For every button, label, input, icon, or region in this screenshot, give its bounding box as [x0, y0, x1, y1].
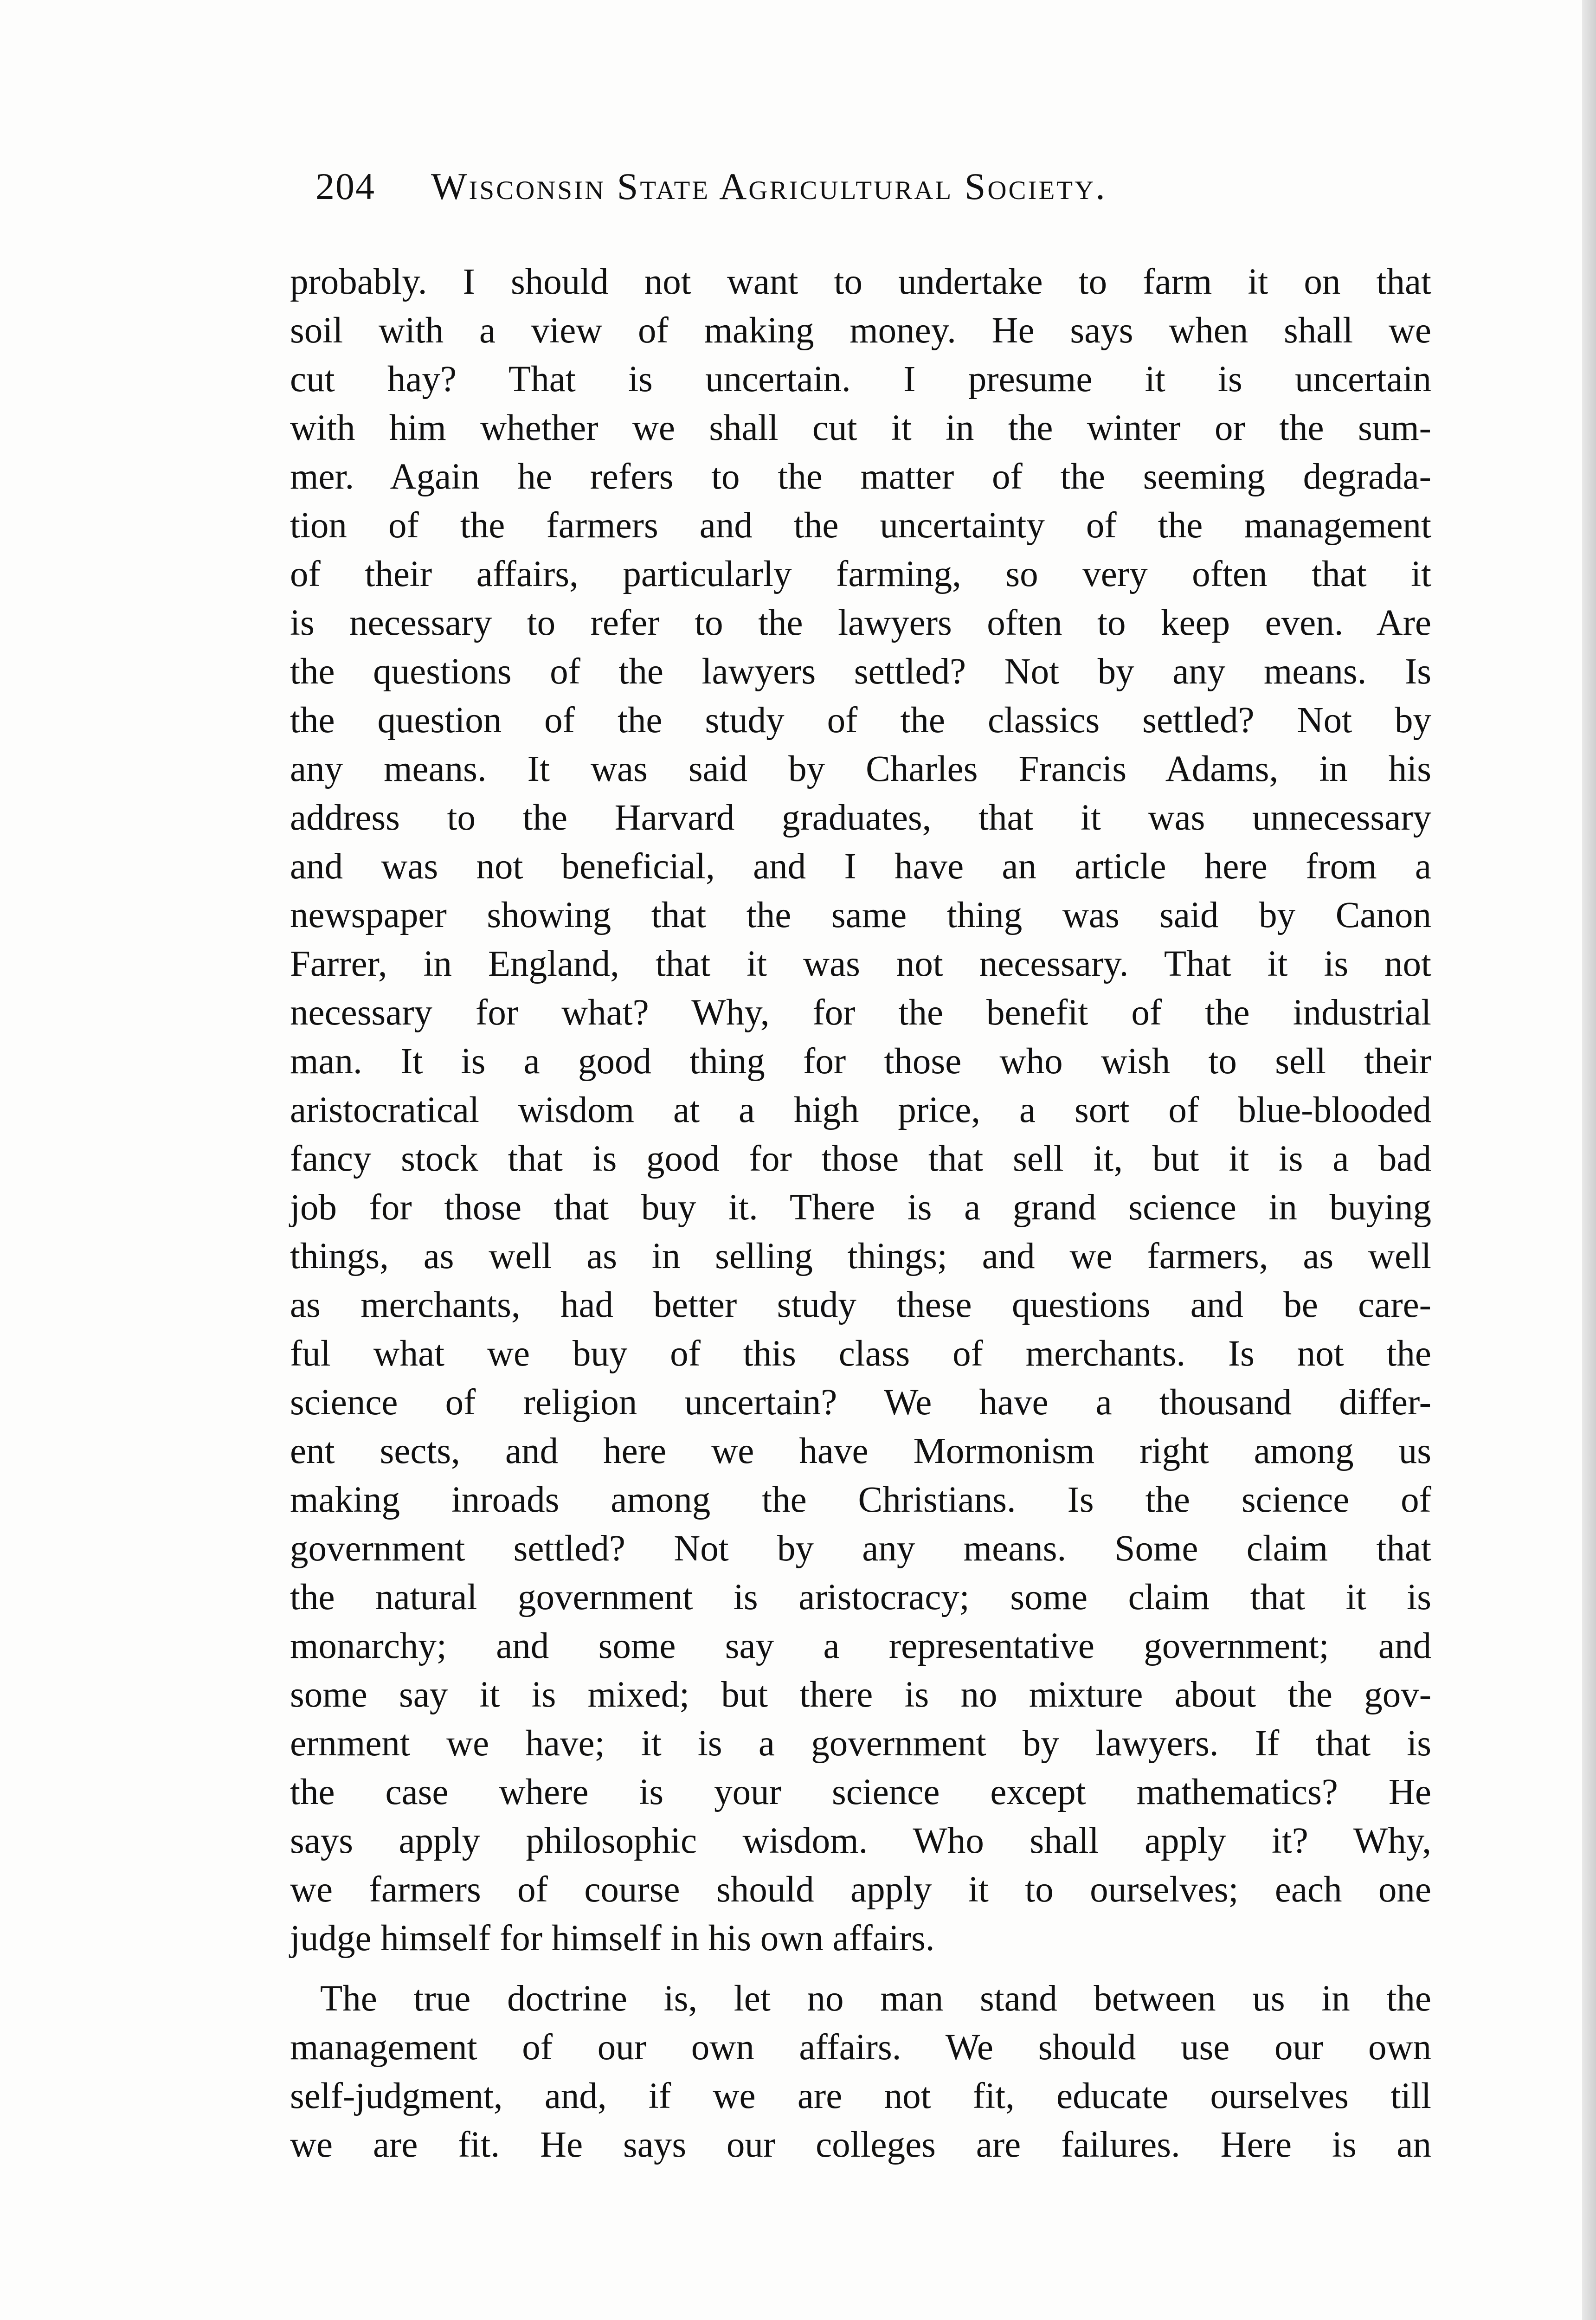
text-line: and was not beneficial, and I have an article here from a — [290, 846, 1431, 887]
text-line: of their affairs, particularly farming, so very often that it — [290, 554, 1431, 594]
text-line: some say it is mixed; but there is no mixture about the gov- — [290, 1675, 1431, 1715]
page-edge-shadow — [1582, 0, 1596, 2320]
text-line: fancy stock that is good for those that sell it, but it is a bad — [290, 1139, 1431, 1179]
text-line: making inroads among the Christians. Is the science of — [290, 1480, 1431, 1520]
text-line: self-judgment, and, if we are not fit, educate ourselves till — [290, 2076, 1431, 2116]
text-line: job for those that buy it. There is a grand science in buying — [290, 1187, 1431, 1228]
text-line: man. It is a good thing for those who wish to sell their — [290, 1041, 1431, 1082]
text-line: probably. I should not want to undertake to farm it on that — [290, 262, 1431, 302]
page-number: 204 — [315, 165, 375, 207]
text-line: address to the Harvard graduates, that it was unnecessary — [290, 798, 1431, 838]
text-line: the questions of the lawyers settled? Not by any means. Is — [290, 651, 1431, 692]
text-line: judge himself for himself in his own affairs. — [290, 1918, 935, 1959]
text-line: Farrer, in England, that it was not necessary. That it is not — [290, 944, 1431, 984]
text-line: we farmers of course should apply it to ourselves; each one — [290, 1869, 1431, 1910]
running-head: Wisconsin State Agricultural Society. — [431, 165, 1107, 207]
paragraph-1 — [290, 258, 1431, 1963]
text-line: ernment we have; it is a government by lawyers. If that is — [290, 1723, 1431, 1764]
text-line: says apply philosophic wisdom. Who shall apply it? Why, — [290, 1821, 1431, 1861]
text-line: the case where is your science except mathematics? He — [290, 1772, 1431, 1812]
text-line: science of religion uncertain? We have a thousand differ- — [290, 1382, 1431, 1423]
text-line: ful what we buy of this class of merchants. Is not the — [290, 1334, 1431, 1374]
text-line: cut hay? That is uncertain. I presume it is uncertain — [290, 359, 1431, 400]
paragraph-2 — [290, 1974, 1431, 2169]
text-line: monarchy; and some say a representative government; and — [290, 1626, 1431, 1666]
text-line: ent sects, and here we have Mormonism right among us — [290, 1431, 1431, 1471]
text-line: newspaper showing that the same thing was said by Canon — [290, 895, 1431, 935]
text-line: the natural government is aristocracy; some claim that it is — [290, 1577, 1431, 1618]
text-line: government settled? Not by any means. Some claim that — [290, 1528, 1431, 1569]
text-line: with him whether we shall cut it in the winter or the sum- — [290, 408, 1431, 448]
text-line: things, as well as in selling things; and we farmers, as well — [290, 1236, 1431, 1276]
text-line: any means. It was said by Charles Francis Adams, in his — [290, 749, 1431, 789]
text-line: the question of the study of the classics settled? Not by — [290, 700, 1431, 741]
text-line: is necessary to refer to the lawyers often to keep even. Are — [290, 603, 1431, 643]
paragraph-gap — [290, 1963, 1431, 1974]
text-line: necessary for what? Why, for the benefit of the industrial — [290, 992, 1431, 1033]
page-header — [315, 165, 1281, 208]
text-line: we are fit. He says our colleges are failures. Here is an — [290, 2125, 1431, 2165]
text-line: management of our own affairs. We should use our own — [290, 2027, 1431, 2068]
body-text — [290, 258, 1431, 2169]
text-line: soil with a view of making money. He says when shall we — [290, 310, 1431, 351]
text-line: The true doctrine is, let no man stand between us in the — [320, 1978, 1431, 2019]
text-line: aristocratical wisdom at a high price, a sort of blue-blooded — [290, 1090, 1431, 1130]
text-line: mer. Again he refers to the matter of the seeming degrada- — [290, 457, 1431, 497]
text-line: as merchants, had better study these questions and be care- — [290, 1285, 1431, 1325]
text-line: tion of the farmers and the uncertainty of the management — [290, 505, 1431, 546]
